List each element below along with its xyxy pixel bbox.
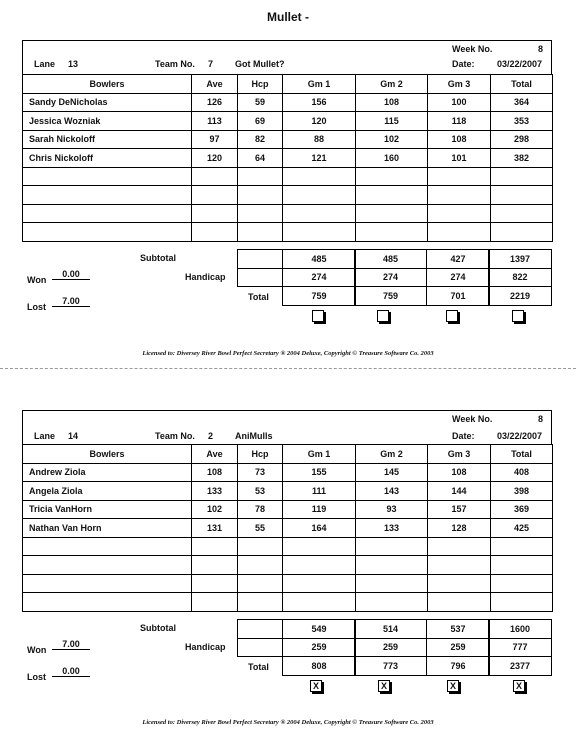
bowler-gm3: 118: [428, 112, 491, 131]
subtotal-gm3: 537: [426, 619, 490, 639]
bowler-gm3: 108: [428, 463, 491, 482]
week-value: 8: [538, 44, 544, 54]
week-value: 8: [538, 414, 544, 424]
bowler-total: 364: [491, 93, 553, 112]
table-row: [23, 519, 553, 538]
total-gm1: 808: [282, 657, 356, 676]
bowler-ave: 126: [192, 93, 238, 112]
bowler-total: 353: [491, 112, 553, 131]
bowler-gm1: 121: [283, 149, 356, 168]
bowler-hcp: 73: [238, 463, 283, 482]
bowler-gm2: 93: [356, 500, 428, 519]
bowler-gm2: 160: [356, 149, 428, 168]
bowler-gm1: 120: [283, 112, 356, 131]
bowlers-table: [22, 444, 553, 612]
bowler-hcp: 82: [238, 130, 283, 149]
table-row: [23, 130, 553, 149]
bowler-gm2: 145: [356, 463, 428, 482]
subtotal-gm3: 427: [426, 249, 490, 269]
bowler-gm3: 101: [428, 149, 491, 168]
subtotal-gm2: 514: [354, 619, 427, 639]
lost-value: 7.00: [52, 296, 90, 307]
win-checkbox-gm3[interactable]: X: [447, 680, 459, 692]
table-row: [23, 149, 553, 168]
subtotal-gm1: 485: [282, 249, 356, 269]
bowler-name: Chris Nickoloff: [23, 149, 192, 168]
bowler-total: 408: [491, 463, 553, 482]
col-header-ave: Ave: [192, 445, 238, 464]
team-name: AniMulls: [235, 431, 273, 441]
col-header-gm3: Gm 3: [428, 75, 491, 94]
subtotal-total: 1397: [488, 249, 552, 269]
bowler-total: 425: [491, 519, 553, 538]
handicap-gm3: 274: [426, 268, 490, 287]
total-label: Total: [248, 292, 269, 302]
table-row: [23, 463, 553, 482]
hcp-cell-blank: [237, 249, 283, 269]
page-title: Mullet -: [267, 10, 309, 24]
win-checkbox-gm2[interactable]: [377, 310, 389, 322]
bowler-ave: 108: [192, 463, 238, 482]
win-checkbox-total[interactable]: [512, 310, 524, 322]
lane-value: 14: [68, 431, 79, 441]
lane-value: 13: [68, 59, 79, 69]
total-gm1: 759: [282, 287, 356, 306]
lane-label: Lane: [34, 59, 56, 69]
empty-row: [23, 537, 553, 556]
subtotal-label: Subtotal: [140, 253, 176, 263]
lost-label: Lost: [27, 672, 46, 682]
week-label: Week No.: [452, 44, 493, 54]
bowler-gm3: 144: [428, 482, 491, 501]
team-no-value: 2: [208, 431, 214, 441]
bowler-name: Angela Ziola: [23, 482, 192, 501]
bowler-gm2: 133: [356, 519, 428, 538]
bowler-gm1: 119: [283, 500, 356, 519]
col-header-bowlers: Bowlers: [23, 445, 192, 464]
bowler-ave: 131: [192, 519, 238, 538]
col-header-hcp: Hcp: [238, 445, 283, 464]
total-total: 2219: [488, 287, 552, 306]
team-no-label: Team No.: [155, 59, 195, 69]
win-checkbox-gm2[interactable]: X: [378, 680, 390, 692]
table-row: [23, 93, 553, 112]
lane-label: Lane: [34, 431, 56, 441]
bowler-gm2: 143: [356, 482, 428, 501]
col-header-gm3: Gm 3: [428, 445, 491, 464]
bowler-name: Sarah Nickoloff: [23, 130, 192, 149]
bowler-gm2: 115: [356, 112, 428, 131]
bowler-gm3: 157: [428, 500, 491, 519]
win-checkbox-total[interactable]: X: [513, 680, 525, 692]
bowler-ave: 133: [192, 482, 238, 501]
handicap-label: Handicap: [185, 272, 226, 282]
bowler-total: 382: [491, 149, 553, 168]
date-label: Date:: [452, 431, 475, 441]
bowler-ave: 120: [192, 149, 238, 168]
subtotal-label: Subtotal: [140, 623, 176, 633]
bowler-hcp: 78: [238, 500, 283, 519]
col-header-bowlers: Bowlers: [23, 75, 192, 94]
col-header-total: Total: [491, 445, 553, 464]
date-label: Date:: [452, 59, 475, 69]
col-header-total: Total: [491, 75, 553, 94]
bowler-ave: 113: [192, 112, 238, 131]
total-gm2: 759: [354, 287, 427, 306]
bowler-gm1: 111: [283, 482, 356, 501]
bowler-hcp: 55: [238, 519, 283, 538]
bowler-gm3: 100: [428, 93, 491, 112]
empty-row: [23, 204, 553, 223]
bowler-gm1: 88: [283, 130, 356, 149]
hcp-cell-blank: [237, 619, 283, 639]
page-divider: [0, 368, 576, 369]
win-checkbox-gm1[interactable]: X: [310, 680, 322, 692]
bowler-ave: 102: [192, 500, 238, 519]
handicap-gm1: 274: [282, 268, 356, 287]
bowler-name: Nathan Van Horn: [23, 519, 192, 538]
totals-block: [22, 619, 552, 677]
total-gm3: 796: [426, 657, 490, 676]
week-label: Week No.: [452, 414, 493, 424]
empty-row: [23, 593, 553, 612]
bowler-total: 298: [491, 130, 553, 149]
total-gm3: 701: [426, 287, 490, 306]
col-header-hcp: Hcp: [238, 75, 283, 94]
handicap-total: 822: [488, 268, 552, 287]
subtotal-gm2: 485: [354, 249, 427, 269]
empty-row: [23, 574, 553, 593]
bowler-gm1: 164: [283, 519, 356, 538]
total-gm2: 773: [354, 657, 427, 676]
lost-label: Lost: [27, 302, 46, 312]
bowler-gm2: 102: [356, 130, 428, 149]
col-header-gm1: Gm 1: [283, 445, 356, 464]
handicap-gm2: 259: [354, 638, 427, 657]
empty-row: [23, 556, 553, 575]
lost-value: 0.00: [52, 666, 90, 677]
bowler-name: Jessica Wozniak: [23, 112, 192, 131]
bowler-gm1: 155: [283, 463, 356, 482]
team-no-value: 7: [208, 59, 214, 69]
table-header-row: [23, 445, 553, 464]
table-row: [23, 112, 553, 131]
handicap-gm2: 274: [354, 268, 427, 287]
bowler-total: 369: [491, 500, 553, 519]
handicap-gm1: 259: [282, 638, 356, 657]
team-name: Got Mullet?: [235, 59, 285, 69]
table-row: [23, 482, 553, 501]
col-header-gm2: Gm 2: [356, 445, 428, 464]
col-header-gm2: Gm 2: [356, 75, 428, 94]
bowler-hcp: 64: [238, 149, 283, 168]
col-header-ave: Ave: [192, 75, 238, 94]
total-label: Total: [248, 662, 269, 672]
bowler-name: Tricia VanHorn: [23, 500, 192, 519]
bowler-gm1: 156: [283, 93, 356, 112]
won-label: Won: [27, 645, 47, 655]
handicap-total: 777: [488, 638, 552, 657]
license-line: Licensed to: Diversey River Bowl Perfect Secretary ® 2004 Deluxe, Copyright © Treasure Software Co. 2003: [142, 350, 434, 357]
hcp-cell-blank: [237, 638, 283, 657]
subtotal-total: 1600: [488, 619, 552, 639]
col-header-gm1: Gm 1: [283, 75, 356, 94]
bowler-gm2: 108: [356, 93, 428, 112]
team-no-label: Team No.: [155, 431, 195, 441]
empty-row: [23, 223, 553, 242]
won-value: 0.00: [52, 269, 90, 280]
bowler-hcp: 69: [238, 112, 283, 131]
bowler-ave: 97: [192, 130, 238, 149]
table-header-row: [23, 75, 553, 94]
date-value: 03/22/2007: [497, 431, 543, 441]
license-line: Licensed to: Diversey River Bowl Perfect Secretary ® 2004 Deluxe, Copyright © Treasure Software Co. 2003: [142, 719, 434, 726]
hcp-cell-blank: [237, 268, 283, 287]
bowler-hcp: 53: [238, 482, 283, 501]
bowler-total: 398: [491, 482, 553, 501]
win-checkbox-gm1[interactable]: [312, 310, 324, 322]
date-value: 03/22/2007: [497, 59, 543, 69]
won-value: 7.00: [52, 639, 90, 650]
bowler-name: Andrew Ziola: [23, 463, 192, 482]
bowler-gm3: 108: [428, 130, 491, 149]
total-total: 2377: [488, 657, 552, 676]
bowlers-table: [22, 74, 553, 242]
empty-row: [23, 186, 553, 205]
handicap-gm3: 259: [426, 638, 490, 657]
won-label: Won: [27, 275, 47, 285]
bowler-hcp: 59: [238, 93, 283, 112]
bowler-name: Sandy DeNicholas: [23, 93, 192, 112]
win-checkbox-gm3[interactable]: [446, 310, 458, 322]
subtotal-gm1: 549: [282, 619, 356, 639]
handicap-label: Handicap: [185, 642, 226, 652]
bowler-gm3: 128: [428, 519, 491, 538]
totals-block: [22, 249, 552, 307]
empty-row: [23, 167, 553, 186]
table-row: [23, 500, 553, 519]
